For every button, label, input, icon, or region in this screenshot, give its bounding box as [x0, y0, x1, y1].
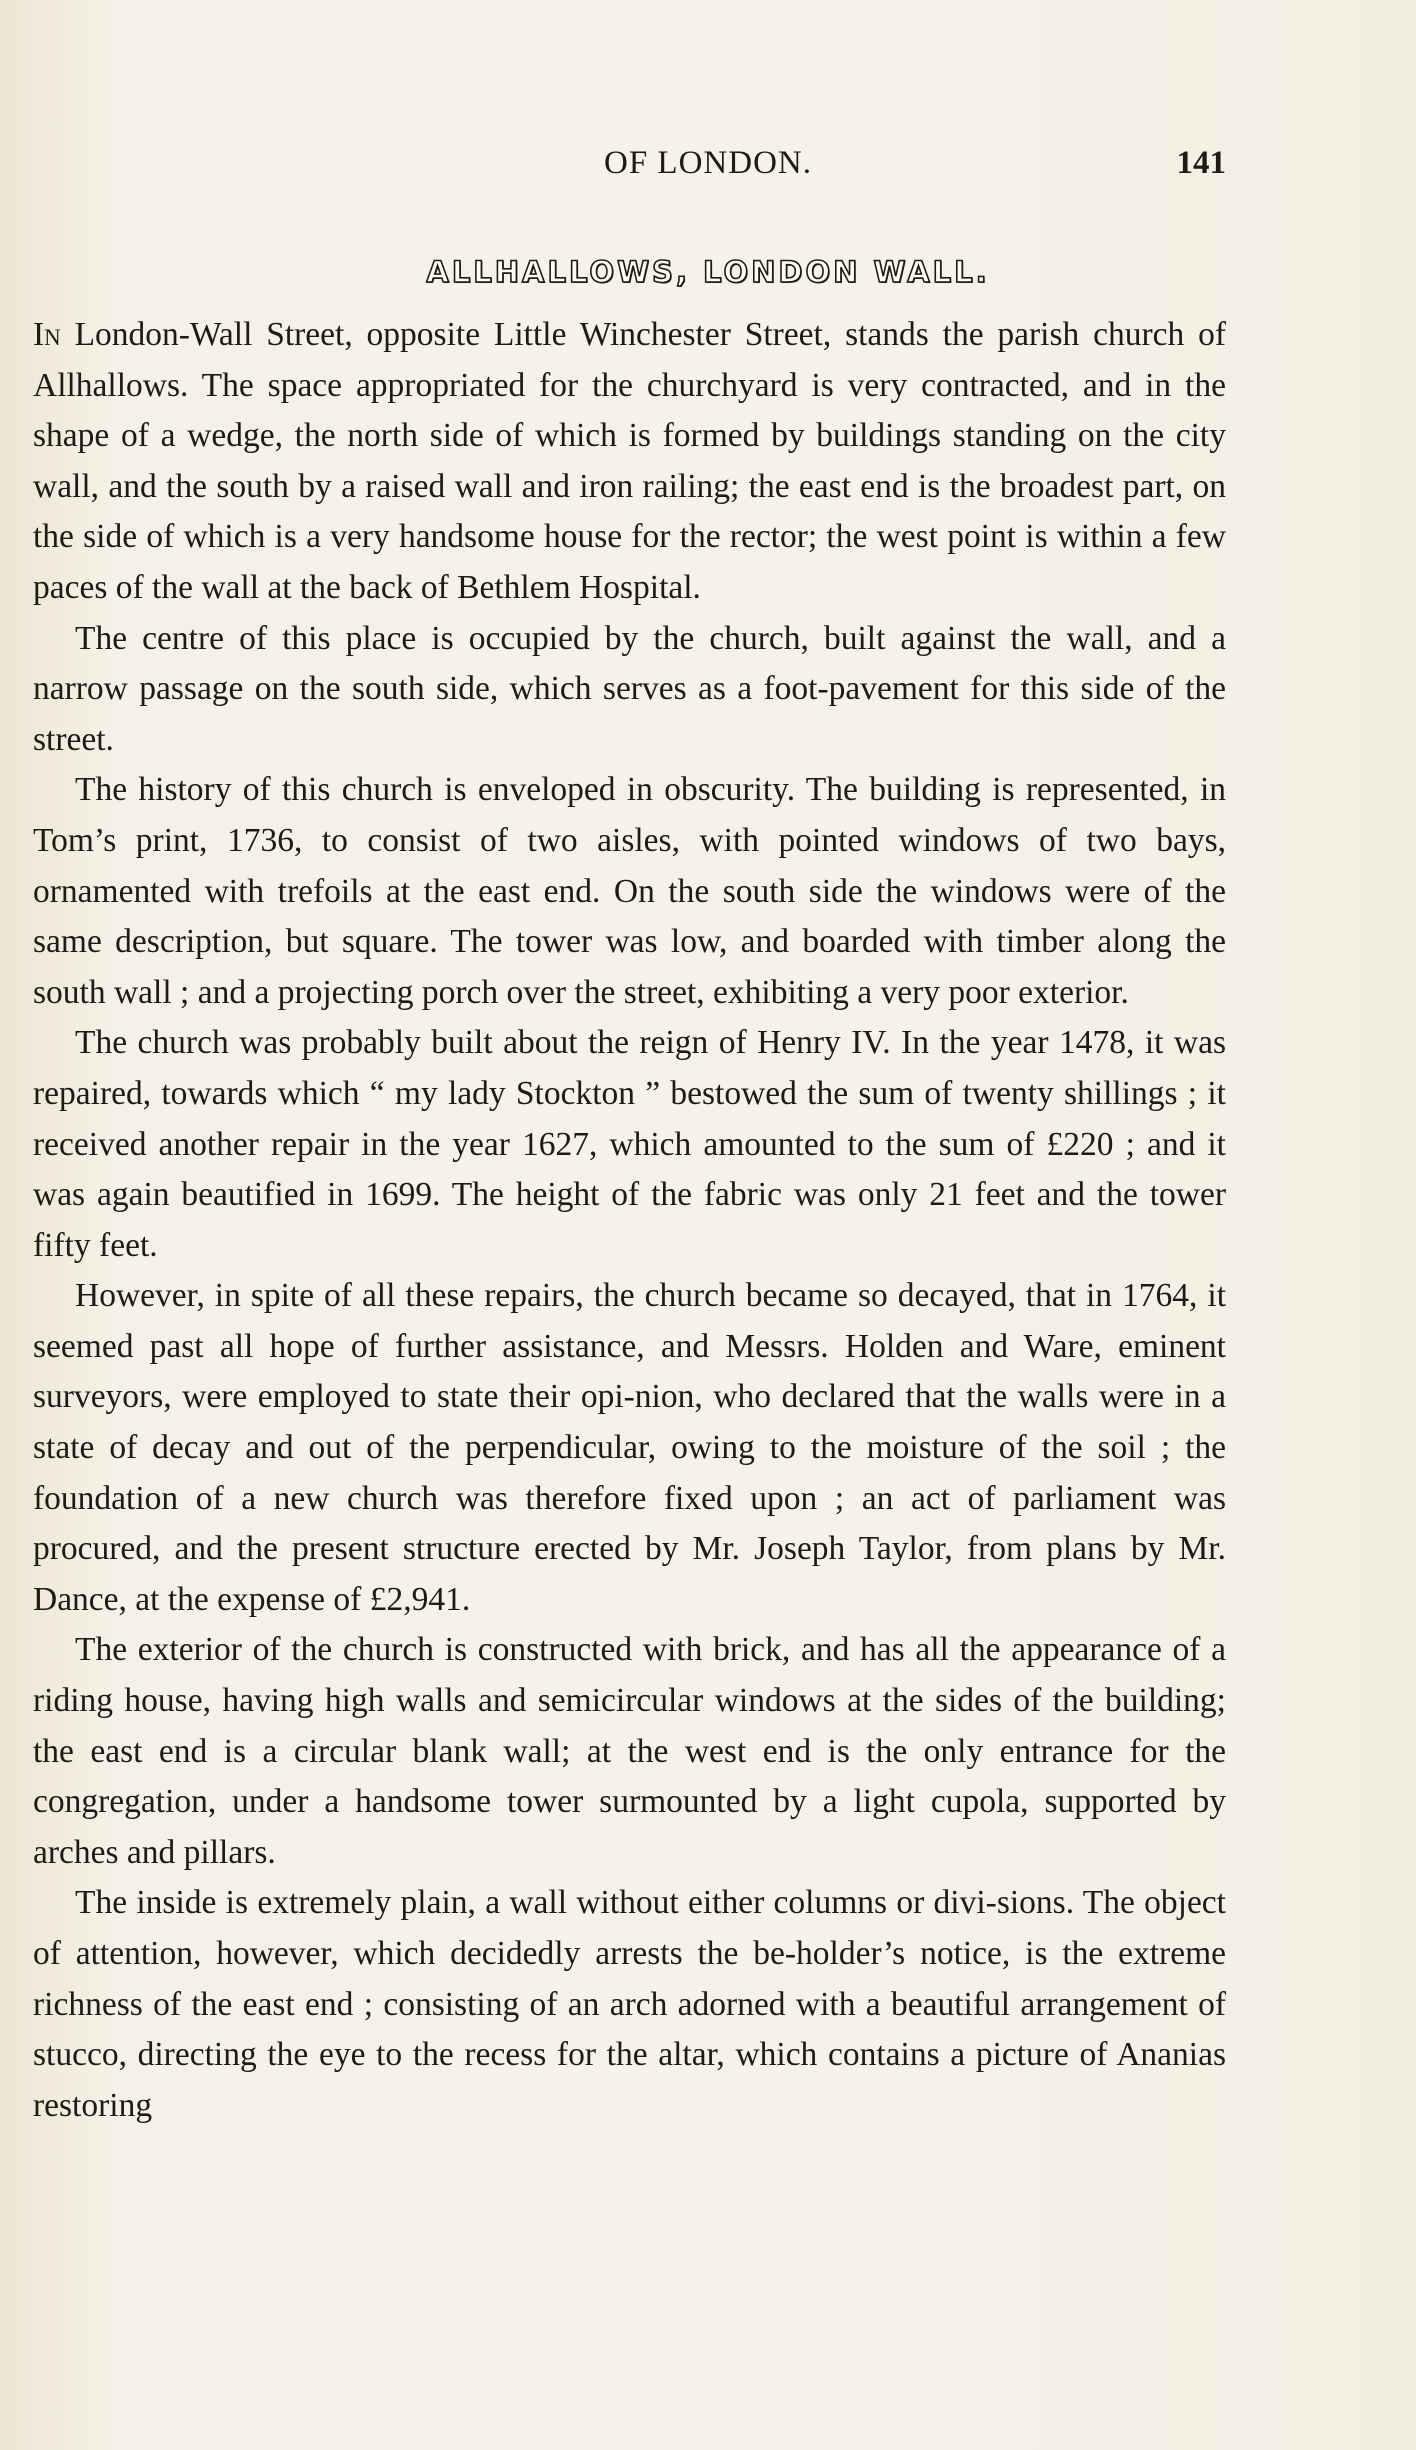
paragraph-2: The centre of this place is occupied by the church, built against the wall, and a narrow passage on the south side, which serves as a foot-pavement for this side of the street.	[33, 619, 1226, 758]
paragraph-1	[33, 310, 1226, 614]
paragraph-6: The exterior of the church is constructed with brick, and has all the appearance of a riding house, having high walls and semicircular windows at the sides of the building; the east end is a circular blank wall; at the west end is the only entrance for the congregation, under a handsome tower surmounted by a light cupola, supported by arches and pillars.	[33, 1631, 1226, 1871]
running-title: OF LONDON.	[604, 145, 812, 181]
paragraph-5: However, in spite of all these repairs, the church became so decayed, that in 1764, it seemed past all hope of further assistance, and Messrs. Holden and Ware, eminent surveyors, were employed to state their opi-nion, who declared that the walls were in a state of decay and out of the perpendicular, owing to the moisture of the soil ; the foundation of a new church was therefore fixed upon ; an act of parliament was procured, and the present structure erected by Mr. Joseph Taylor, from plans by Mr. Dance, at the expense of £2,941.	[33, 1277, 1226, 1618]
paragraph-3: The history of this church is enveloped in obscurity. The building is represented, in Tom’s print, 1736, to consist of two aisles, with pointed windows of two bays, ornamented with trefoils at the east end. On the south side the windows were of the same description, but square. The tower was low, and boarded with timber along the south wall ; and a projecting porch over the street, exhibiting a very poor exterior.	[33, 771, 1226, 1011]
paragraph-1-lead: In	[33, 316, 61, 353]
page-number: 141	[1176, 145, 1226, 181]
section-heading: ALLHALLOWS, LONDON WALL.	[426, 255, 990, 289]
paragraph-7: The inside is extremely plain, a wall without either columns or divi-sions. The object of attention, however, which decidedly arrests the be-holder’s notice, is the extreme richness of the east end ; consisting of an arch adorned with a beautiful arrangement of stucco, directing the eye to the recess for the altar, which contains a picture of Ananias restoring	[33, 1884, 1226, 2124]
running-head	[0, 145, 1416, 195]
body-text	[33, 310, 1226, 2131]
paragraph-4: The church was probably built about the reign of Henry IV. In the year 1478, it was repaired, towards which “ my lady Stockton ” bestowed the sum of twenty shillings ; it received another repair in the year 1627, which amounted to the sum of £220 ; and it was again beautified in 1699. The height of the fabric was only 21 feet and the tower fifty feet.	[33, 1024, 1226, 1264]
paragraph-1-text: London-Wall Street, opposite Little Winchester Street, stands the parish church of Allhallows. The space appropriated for the churchyard is very contracted, and in the shape of a wedge, the north side of which is formed by buildings standing on the city wall, and the south by a raised wall and iron railing; the east end is the broadest part, on the side of which is a very handsome house for the rector; the west point is within a few paces of the wall at the back of Bethlem Hospital.	[33, 316, 1226, 606]
